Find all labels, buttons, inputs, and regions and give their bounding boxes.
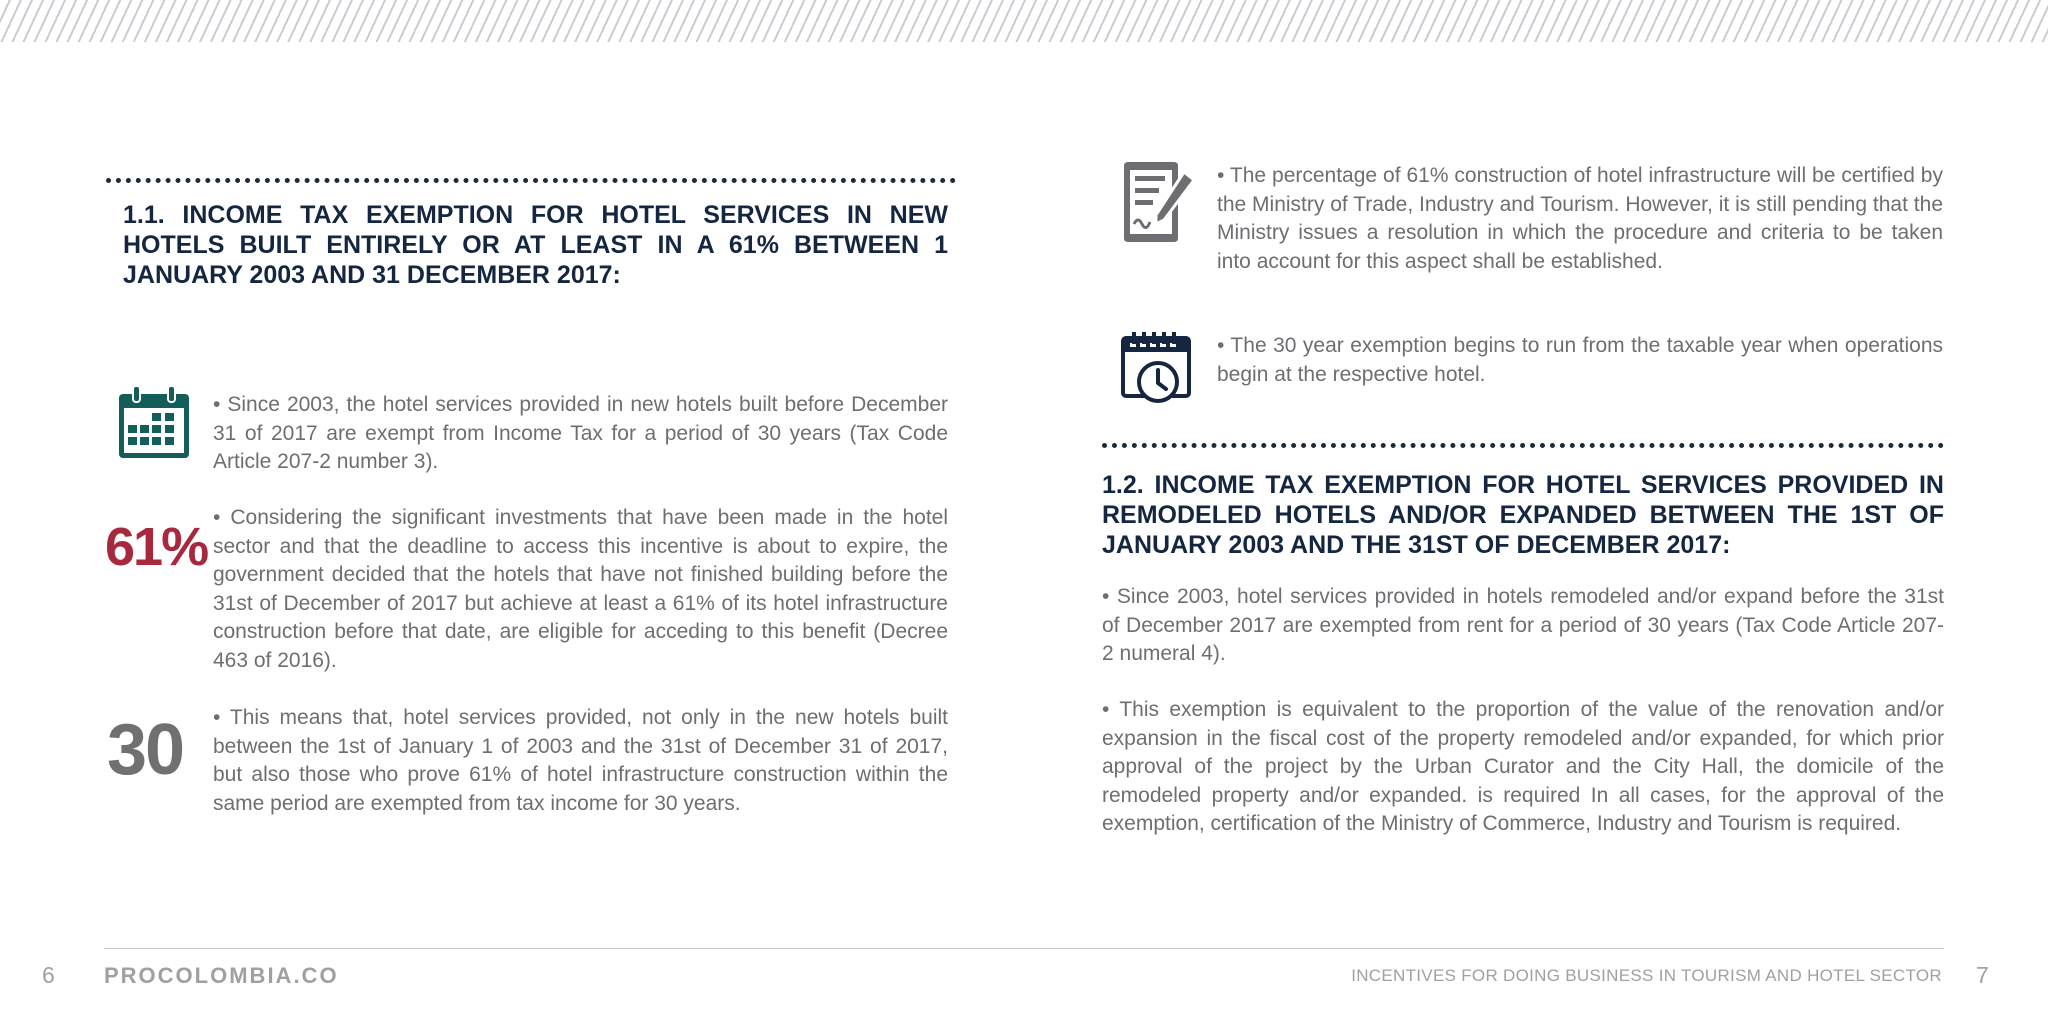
section-title-1-1: [123, 200, 948, 290]
calendar-clock-icon: [1120, 330, 1192, 404]
big-number-61-percent: 61%: [105, 517, 208, 577]
calendar-icon: [116, 386, 192, 462]
section-number: 1.2.: [1102, 471, 1144, 499]
bullet-text: • Considering the significant investments that have been made in the hotel sector and that the deadline to access this incentive is about to expire, the government decided that the hotels that have not finished building before the 31st of December of 2017 but achieve at least a 61% of its hotel infrastructure construction before that date, are eligible for acceding to this benefit (Decree 463 of 2016).: [213, 506, 948, 672]
section-divider: [106, 178, 956, 183]
section-number: 1.1.: [123, 201, 165, 229]
section-title-text: INCOME TAX EXEMPTION FOR HOTEL SERVICES IN NEW HOTELS BUILT ENTIRELY OR AT LEAST IN A 61% BETWEEN 1 JANUARY 2003 AND 31 DECEMBER 2017:: [123, 201, 948, 289]
bullet-text: • The 30 year exemption begins to run from the taxable year when operations begin at the respective hotel.: [1217, 334, 1943, 386]
right-column: [1102, 160, 1942, 940]
bullet-text: • The percentage of 61% construction of hotel infrastructure will be certified by the Ministry of Trade, Industry and Tourism. However, it is still pending that the Ministry issues a resolution in which the procedure and criteria to be taken into account for this aspect shall be established.: [1217, 164, 1943, 273]
section-title-text: INCOME TAX EXEMPTION FOR HOTEL SERVICES PROVIDED IN REMODELED HOTELS AND/OR EXPANDED BETWEEN THE 1ST OF JANUARY 2003 AND THE 31ST OF DECEMBER 2017:: [1102, 471, 1944, 559]
footer-document-title: INCENTIVES FOR DOING BUSINESS IN TOURISM AND HOTEL SECTOR: [1351, 966, 1942, 985]
document-sign-icon: [1120, 160, 1196, 242]
paragraph-text: • This exemption is equivalent to the proportion of the value of the renovation and/or expansion in the fiscal cost of the property remodeled and/or expanded, for which prior approval of the project by the Urban Curator and the City Hall, the domicile of the remodeled property and/or expanded. is required In all cases, for the approval of the exemption, certification of the Ministry of Commerce, Industry and Tourism is required.: [1102, 698, 1944, 835]
paragraph-text: • Since 2003, hotel services provided in hotels remodeled and/or expand before the 31st of December 2017 are exempted from rent for a period of 30 years (Tax Code Article 207-2 numeral 4).: [1102, 585, 1944, 665]
top-stripe-decoration: [0, 0, 2048, 42]
page-number-left: 6: [42, 962, 55, 988]
section-title-1-2: [1102, 470, 1944, 560]
left-column: [100, 170, 950, 940]
footer-divider: [104, 948, 1944, 949]
brand-link[interactable]: PROCOLOMBIA.CO: [104, 963, 339, 988]
page-number-right: 7: [1976, 962, 1989, 988]
big-number-30: 30: [107, 710, 184, 790]
bullet-text: • This means that, hotel services provided, not only in the new hotels built between the 1st of January 1 of 2003 and the 31st of December 31 of 2017, but also those who prove 61% of hotel infrastructure construction within the same period are exempted from tax income for 30 years.: [213, 706, 948, 815]
section-divider: [1102, 443, 1944, 448]
bullet-text: • Since 2003, the hotel services provided in new hotels built before December 31 of 2017 are exempt from Income Tax for a period of 30 years (Tax Code Article 207-2 number 3).: [213, 393, 948, 473]
